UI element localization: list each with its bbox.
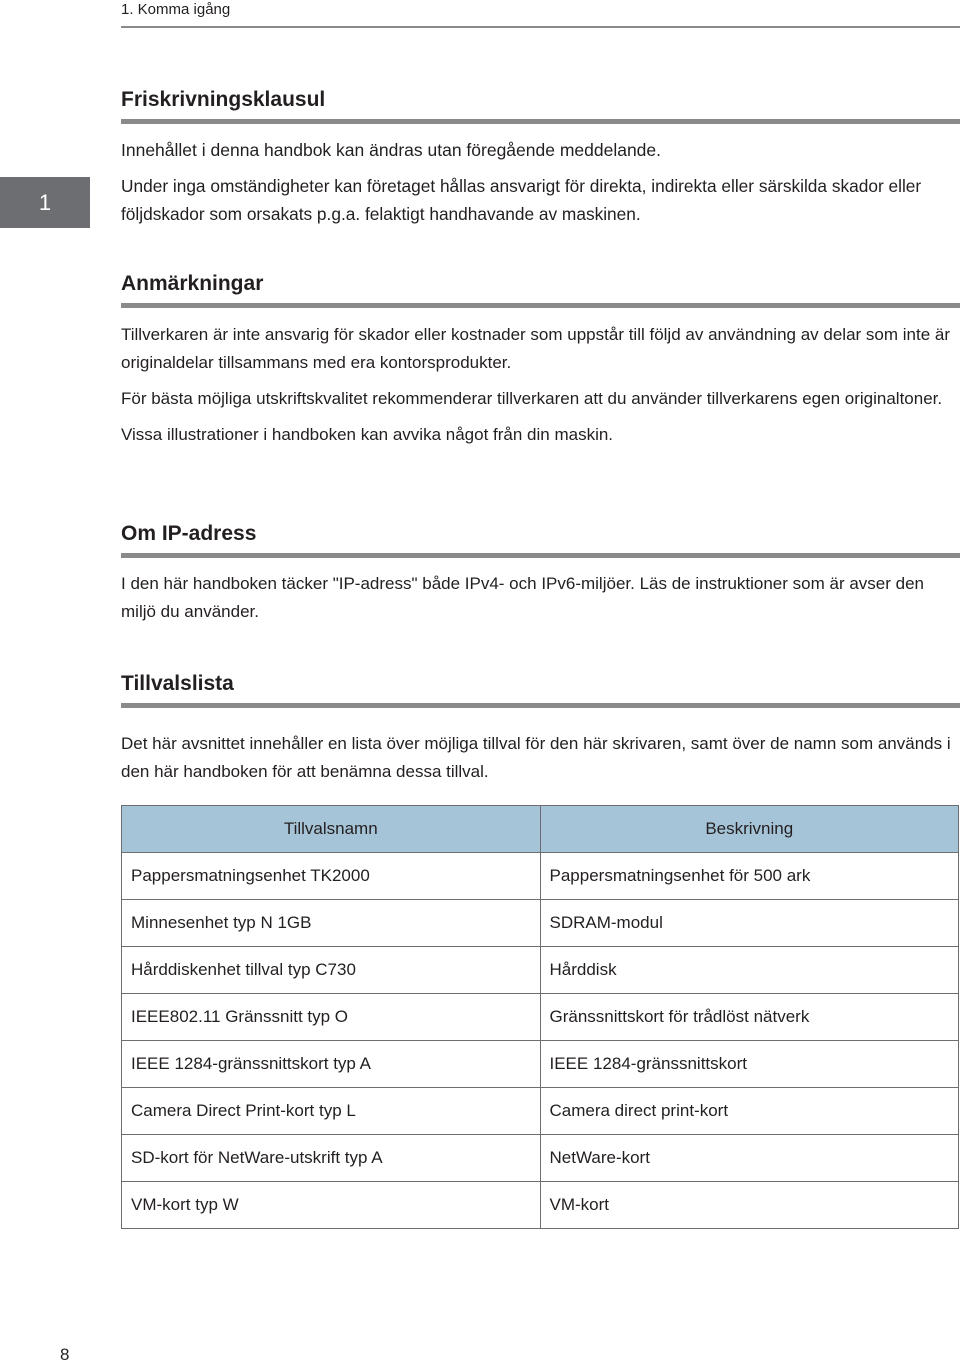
option-name-cell: SD-kort för NetWare-utskrift typ A bbox=[122, 1135, 541, 1182]
chapter-tab: 1 bbox=[0, 177, 90, 228]
running-header: 1. Komma igång bbox=[121, 1, 231, 18]
description-cell: IEEE 1284-gränssnittskort bbox=[540, 1041, 959, 1088]
notes-paragraph: Vissa illustrationer i handboken kan avvika något från din maskin. bbox=[121, 425, 614, 444]
table-row bbox=[122, 853, 959, 900]
option-name-cell: IEEE 1284-gränssnittskort typ A bbox=[122, 1041, 541, 1088]
disclaimer-section bbox=[121, 86, 960, 228]
disclaimer-paragraph: Innehållet i denna handbok kan ändras utan föregående meddelande. bbox=[121, 140, 662, 160]
description-cell: Pappersmatningsenhet för 500 ark bbox=[540, 853, 959, 900]
page-number: 8 bbox=[60, 1345, 70, 1364]
disclaimer-heading: Friskrivningsklausul bbox=[121, 86, 960, 124]
option-name-cell: IEEE802.11 Gränssnitt typ O bbox=[122, 994, 541, 1041]
column-header-description: Beskrivning bbox=[540, 806, 959, 853]
notes-heading: Anmärkningar bbox=[121, 270, 960, 308]
column-header-option-name: Tillvalsnamn bbox=[122, 806, 541, 853]
table-row bbox=[122, 1182, 959, 1229]
notes-section bbox=[121, 270, 960, 449]
options-table bbox=[121, 805, 959, 1229]
table-row bbox=[122, 1135, 959, 1182]
table-row bbox=[122, 947, 959, 994]
ip-address-paragraph: I den här handboken täcker "IP-adress" både IPv4- och IPv6-miljöer. Läs de instruktioner som är avser den miljö du använder. bbox=[121, 574, 924, 621]
table-row bbox=[122, 1041, 959, 1088]
options-section bbox=[121, 670, 960, 786]
description-cell: Hårddisk bbox=[540, 947, 959, 994]
description-cell: Gränssnittskort för trådlöst nätverk bbox=[540, 994, 959, 1041]
option-name-cell: Pappersmatningsenhet TK2000 bbox=[122, 853, 541, 900]
table-row bbox=[122, 900, 959, 947]
ip-address-heading: Om IP-adress bbox=[121, 520, 960, 558]
options-heading: Tillvalslista bbox=[121, 670, 960, 708]
option-name-cell: Hårddiskenhet tillval typ C730 bbox=[122, 947, 541, 994]
description-cell: Camera direct print-kort bbox=[540, 1088, 959, 1135]
table-row bbox=[122, 1088, 959, 1135]
option-name-cell: Camera Direct Print-kort typ L bbox=[122, 1088, 541, 1135]
notes-paragraph: Tillverkaren är inte ansvarig för skador eller kostnader som uppstår till följd av användning av delar som inte är originaldelar tillsammans med era kontorsprodukter. bbox=[121, 325, 950, 372]
options-intro: Det här avsnittet innehåller en lista över möjliga tillval för den här skrivaren, samt över de namn som används i den här handboken för att benämna dessa tillval. bbox=[121, 734, 951, 781]
option-name-cell: VM-kort typ W bbox=[122, 1182, 541, 1229]
notes-paragraph: För bästa möjliga utskriftskvalitet rekommenderar tillverkaren att du använder tillverkarens egen originaltoner. bbox=[121, 389, 943, 408]
table-header-row bbox=[122, 806, 959, 853]
description-cell: VM-kort bbox=[540, 1182, 959, 1229]
ip-address-section bbox=[121, 520, 960, 626]
description-cell: NetWare-kort bbox=[540, 1135, 959, 1182]
description-cell: SDRAM-modul bbox=[540, 900, 959, 947]
header-divider bbox=[121, 26, 960, 28]
table-row bbox=[122, 994, 959, 1041]
option-name-cell: Minnesenhet typ N 1GB bbox=[122, 900, 541, 947]
disclaimer-paragraph: Under inga omständigheter kan företaget hållas ansvarigt för direkta, indirekta eller särskilda skador eller följdskador som orsakats p.g.a. felaktigt handhavande av maskinen. bbox=[121, 176, 922, 224]
